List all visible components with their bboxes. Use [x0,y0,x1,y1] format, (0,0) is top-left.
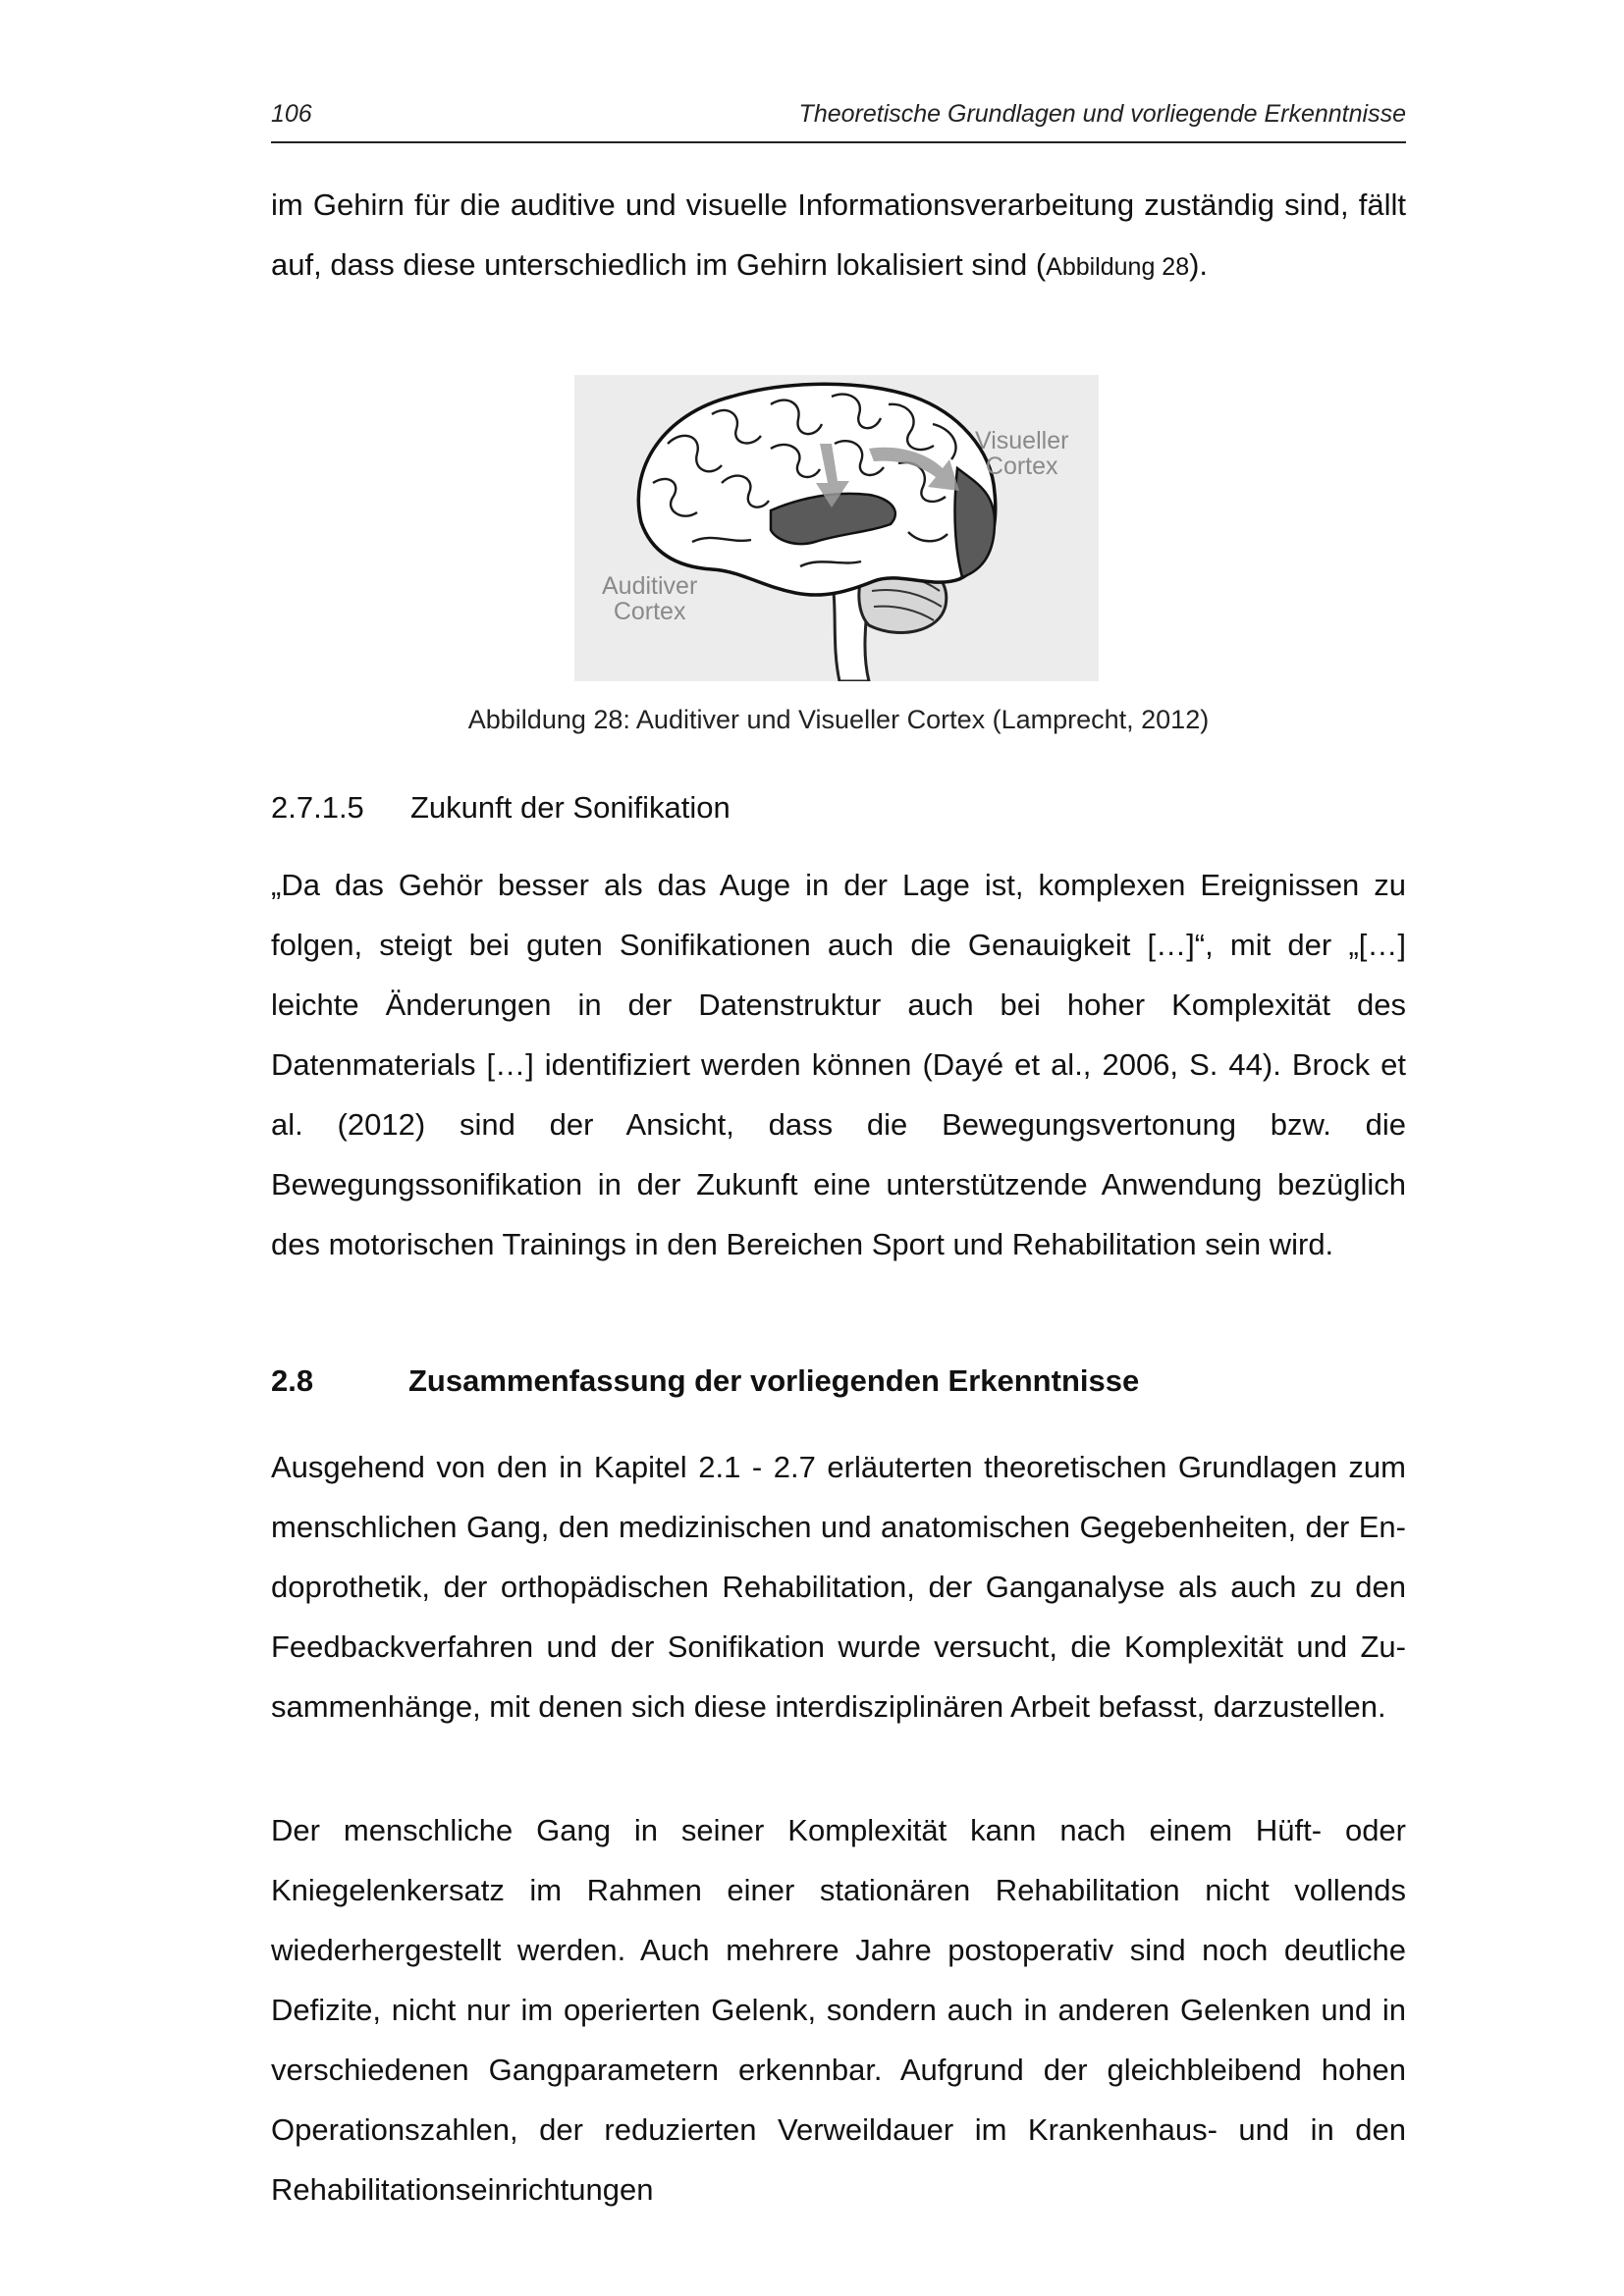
auditory-cortex-label-line2: Cortex [613,598,686,625]
intro-paragraph [271,175,1406,297]
figure-reference: Abbildung 28 [1046,253,1190,281]
summary-paragraph-2: Der menschliche Gang in seiner Komplexität kann nach einem Hüft- oder Kniegelenkersatz im Rahmen einer stationären Rehabilitation nicht vollends wiederhergestellt werden. Auch mehrere Jahre postoperativ sind noch deutliche Defizite, nicht nur im operierten Gelenk, sondern auch in anderen Gelenken und in verschiedenen Gangparametern erkennbar. Aufgrund der gleichbleibend hohen Operationszahlen, der reduzierten Verweildauer im Krankenhaus- und in den Rehabilitationseinrichtungen [271,1813,1406,2207]
chapter-title: Theoretische Grundlagen und vorliegende Erkenntnisse [798,100,1406,128]
section-title: Zusammenfassung der vorliegenden Erkenntnisse [408,1363,1140,1398]
summary-paragraph-1: Ausgehend von den in Kapitel 2.1 - 2.7 erläuterten theoretischen Grundlagen zum menschlichen Gang, den medizinischen und anatomischen Gegebenheiten, der Endoprothetik, der orthopädischen Rehabilitation, der Ganganalyse als auch zu den Feedbackverfahren und der Sonifikation wurde versucht, die Komplexität und Zusammenhänge, mit denen sich diese interdisziplinären Arbeit befasst, darzustellen. [271,1450,1406,1724]
auditory-cortex-label-line1: Auditiver [602,572,698,600]
cerebrum [638,384,995,595]
page-number: 106 [271,100,312,128]
running-header [271,94,1406,143]
section-number: 2.8 [271,1363,314,1398]
visual-cortex-label [975,428,1068,479]
subsection-number: 2.7.1.5 [271,790,364,825]
intro-text: im Gehirn für die auditive und visuelle Informationsverarbeitung zuständig sind, fällt auf, dass diese unterschiedlich im Gehirn lokalisiert sind ( [271,187,1406,282]
visual-cortex-label-line2: Cortex [985,453,1058,480]
brain-figure [574,375,1099,681]
sonification-paragraph: „Da das Gehör besser als das Auge in der Lage ist, komplexen Ereignissen zu folgen, steigt bei guten Sonifikationen auch die Genauigkeit […]“, mit der „[…] leichte Änderungen in der Datenstruktur auch bei hoher Komplexität des Datenmaterials […] identifiziert werden können (Dayé et al., 2006, S. 44). Brock et al. (2012) sind der Ansicht, dass die Bewegungsvertonung bzw. die Bewegungssonifikation in der Zukunft eine unterstützende Anwendung bezüglich des motorischen Trainings in den Bereichen Sport und Rehabilitation sein wird. [271,868,1406,1261]
subsection-title: Zukunft der Sonifikation [410,790,731,825]
figure-caption: Abbildung 28: Auditiver und Visueller Cortex (Lamprecht, 2012) [467,705,1210,734]
visual-cortex-label-line1: Visueller [975,427,1069,454]
intro-text-end: ). [1189,247,1209,282]
brain-illustration [574,375,1099,681]
subsection-heading-2715 [271,787,1406,828]
auditory-cortex-label [602,573,697,624]
section-heading-28 [271,1361,1406,1402]
